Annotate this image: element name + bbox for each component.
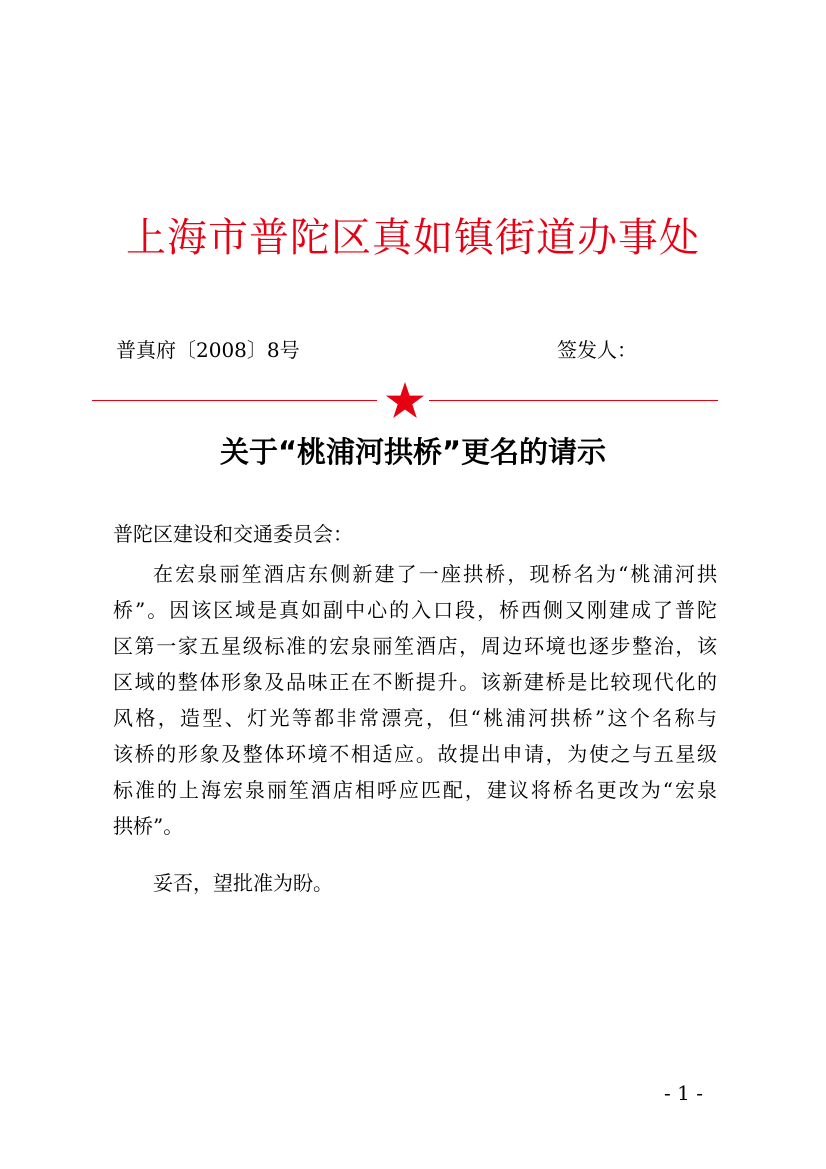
recipient: 普陀区建设和交通委员会： xyxy=(113,522,353,546)
body-paragraph xyxy=(113,556,717,844)
body-line: 拱桥”。 xyxy=(113,814,184,838)
body-line: 标准的上海宏泉丽笙酒店相呼应匹配，建议将桥名更改为“宏泉 xyxy=(113,778,717,802)
body-line: 该桥的形象及整体环境不相适应。故提出申请，为使之与五星级 xyxy=(113,742,717,766)
separator-line-right xyxy=(429,400,718,401)
page-number: - 1 - xyxy=(664,1081,703,1105)
star-icon xyxy=(384,380,426,422)
body-line: 桥”。因该区域是真如副中心的入口段，桥西侧又刚建成了普陀 xyxy=(113,598,717,622)
body-line: 在宏泉丽笙酒店东侧新建了一座拱桥，现桥名为“桃浦河拱 xyxy=(153,562,717,586)
signer-label: 签发人： xyxy=(557,338,637,362)
body-line: 风格，造型、灯光等都非常漂亮，但“桃浦河拱桥”这个名称与 xyxy=(113,706,717,730)
body-line: 区第一家五星级标准的宏泉丽笙酒店，周边环境也逐步整治，该 xyxy=(113,634,717,658)
document-title: 关于“桃浦河拱桥”更名的请示 xyxy=(219,435,607,469)
organization-title: 上海市普陀区真如镇街道办事处 xyxy=(126,215,700,261)
document-number: 普真府〔2008〕8号 xyxy=(116,338,300,362)
body-line: 区域的整体形象及品味正在不断提升。该新建桥是比较现代化的 xyxy=(113,670,717,694)
red-separator xyxy=(92,380,718,422)
separator-line-left xyxy=(92,400,377,401)
closing-text: 妥否，望批准为盼。 xyxy=(153,871,333,895)
